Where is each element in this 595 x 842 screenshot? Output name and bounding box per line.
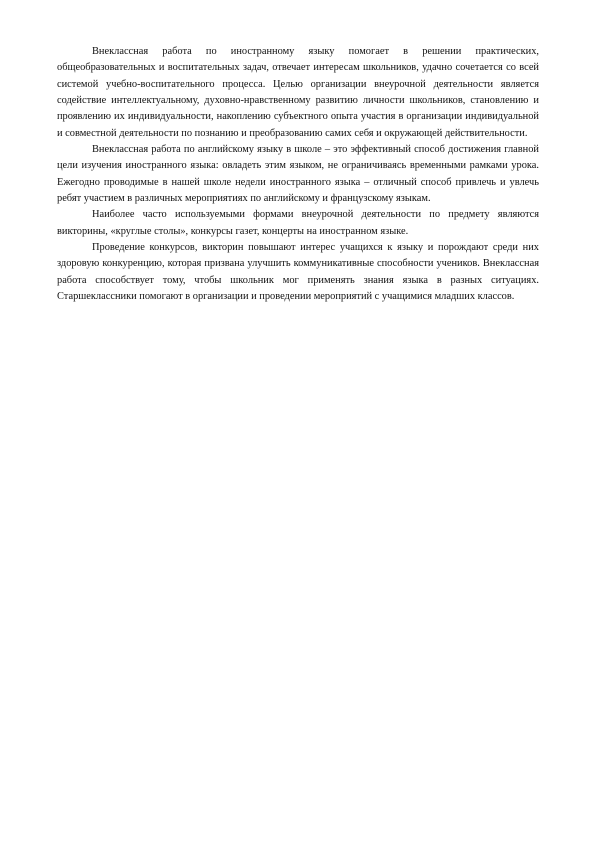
paragraph-3: Наиболее часто используемыми формами внеурочной деятельности по предмету являются викторины, «круглые столы», конкурсы газет, концерты на иностранном языке. — [57, 209, 539, 237]
document-body — [57, 44, 539, 306]
paragraph-2: Внеклассная работа по английскому языку в школе – это эффективный способ достижения главной цели изучения иностранного языка: овладеть этим языком, не ограничиваясь временными рамками урока. Ежегодно проводимые в нашей школе недели иностранного языка – отличный способ привлечь и увлечь ребят участием в различных мероприятиях по английскому и французскому языкам. — [57, 144, 539, 205]
paragraph-1: Внеклассная работа по иностранному языку помогает в решении практических, общеобразовательных и воспитательных задач, отвечает интересам школьников, удачно сочетается со всей системой учебно-воспитательного процесса. Целью организации внеурочной деятельности является содействие интеллектуальному, духовно-нравственному развитию личности школьников, становлению и проявлению их индивидуальности, накоплению субъектного опыта участия в организации индивидуальной и совместной деятельности по познанию и преобразованию самих себя и окружающей действительности. — [57, 46, 539, 139]
paragraph-4: Проведение конкурсов, викторин повышают интерес учащихся к языку и порождают среди них здоровую конкуренцию, которая призвана улучшить коммуникативные способности учеников. Внеклассная работа способствует тому, чтобы школьник мог применять знания языка в разных ситуациях. Старшеклассники помогают в организации и проведении мероприятий с учащимися младших классов. — [57, 242, 539, 303]
